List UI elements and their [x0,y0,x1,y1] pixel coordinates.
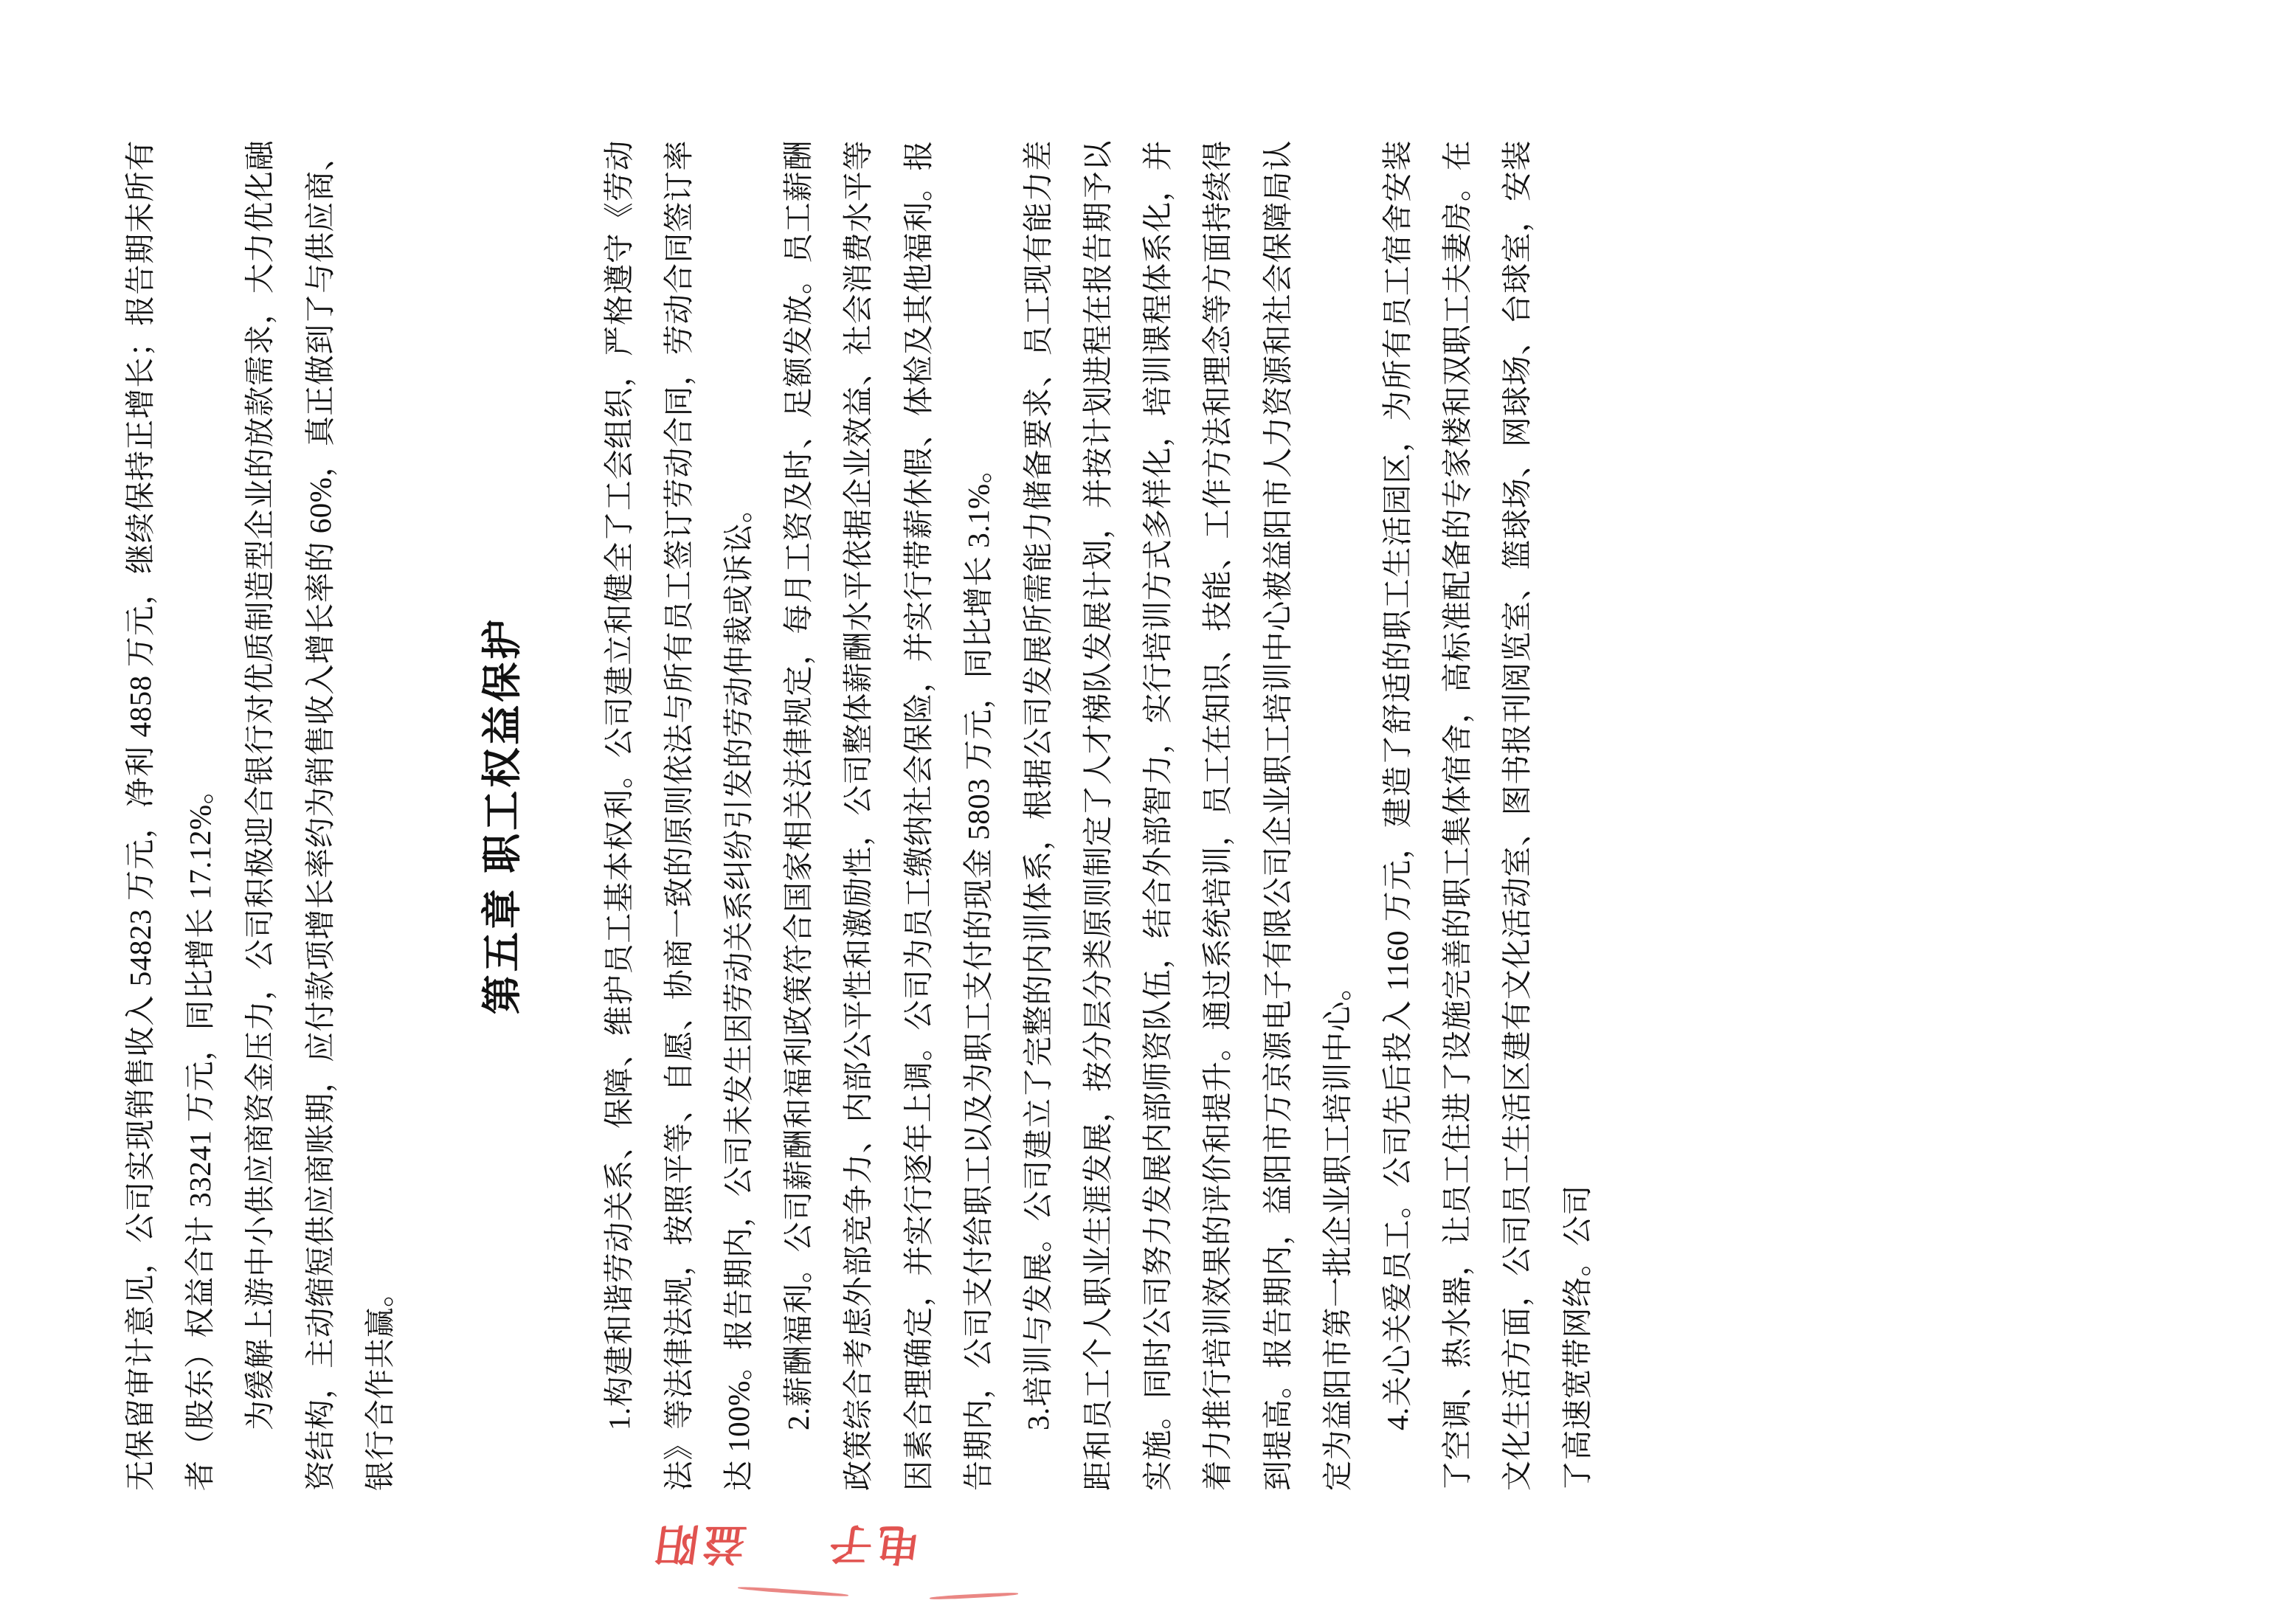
paragraph-compensation-benefits: 2.薪酬福利。公司薪酬和福利政策符合国家相关法律规定，每月工资及时、足额发放。员工薪酬政策综合考虑外部竞争力、内部公平性和激励性，公司整体薪酬水平依据企业效益、社会消费水平等因素合理确定，并实行逐年上调。公司为员工缴纳社会保险，并实行带薪休假、体检及其他福利。报告期内，公司支付给职工以及为职工支付的现金 5803 万元，同比增长 3.1%。 [781,140,995,1491]
paragraph-continuation: 无保留审计意见，公司实现销售收入 54823 万元，净利 4858 万元，继续保持正增长；报告期末所有者（股东）权益合计 33241 万元，同比增长 17.12%。 [123,140,218,1491]
stamp-fragment-one: 益阳 [648,1520,750,1568]
paragraph-labor-relations: 1.构建和谐劳动关系、保障、维护员工基本权利。公司建立和健全了工会组织，严格遵守《劳动法》等法律法规，按照平等、自愿、协商一致的原则依法与所有员工签订劳动合同，劳动合同签订率达 100%。报告期内，公司未发生因劳动关系纠纷引发的劳动仲裁或诉讼。 [601,140,756,1491]
stamp-fragment-two: 电子 [822,1520,924,1568]
paragraph-training-development: 3.培训与发展。公司建立了完整的内训体系，根据公司发展所需能力储备要求、员工现有能力差距和员工个人职业生涯发展，按分层分类原则制定了人才梯队发展计划，并按计划进程在报告期予以实施。同时公司努力发展内部师资队伍，结合外部智力，实行培训方式多样化，培训课程体系化，并着力推行培训效果的评价和提升。通过系统培训，员工在知识、技能、工作方法和理念等方面持续得到提高。报告期内，益阳市万京源电子有限公司企业职工培训中心被益阳市人力资源和社会保障局认定为益阳市第一批企业职工培训中心。 [1020,140,1355,1491]
paragraph-supplier-finance: 为缓解上游中小供应商资金压力，公司积极迎合银行对优质制造型企业的放款需求，大力优化融资结构，主动缩短供应商账期，应付款项增长率约为销售收入增长率的 60%，真正做到了与供应商、银行合作共赢。 [243,140,397,1491]
document-body [111,140,1608,1491]
paragraph-employee-care: 4.关心关爱员工。公司先后投入 1160 万元，建造了舒适的职工生活园区，为所有员工宿舍安装了空调、热水器，让员工住进了设施完善的职工集体宿舍，高标准配备的专家楼和双职工夫妻房。在文化生活方面，公司员工生活区建有文化活动室、图书报刊阅览室、篮球场、网球场、台球室，安装了高速宽带网络。公司 [1380,140,1594,1491]
chapter-title: 第五章 职工权益保护 [480,616,525,1015]
